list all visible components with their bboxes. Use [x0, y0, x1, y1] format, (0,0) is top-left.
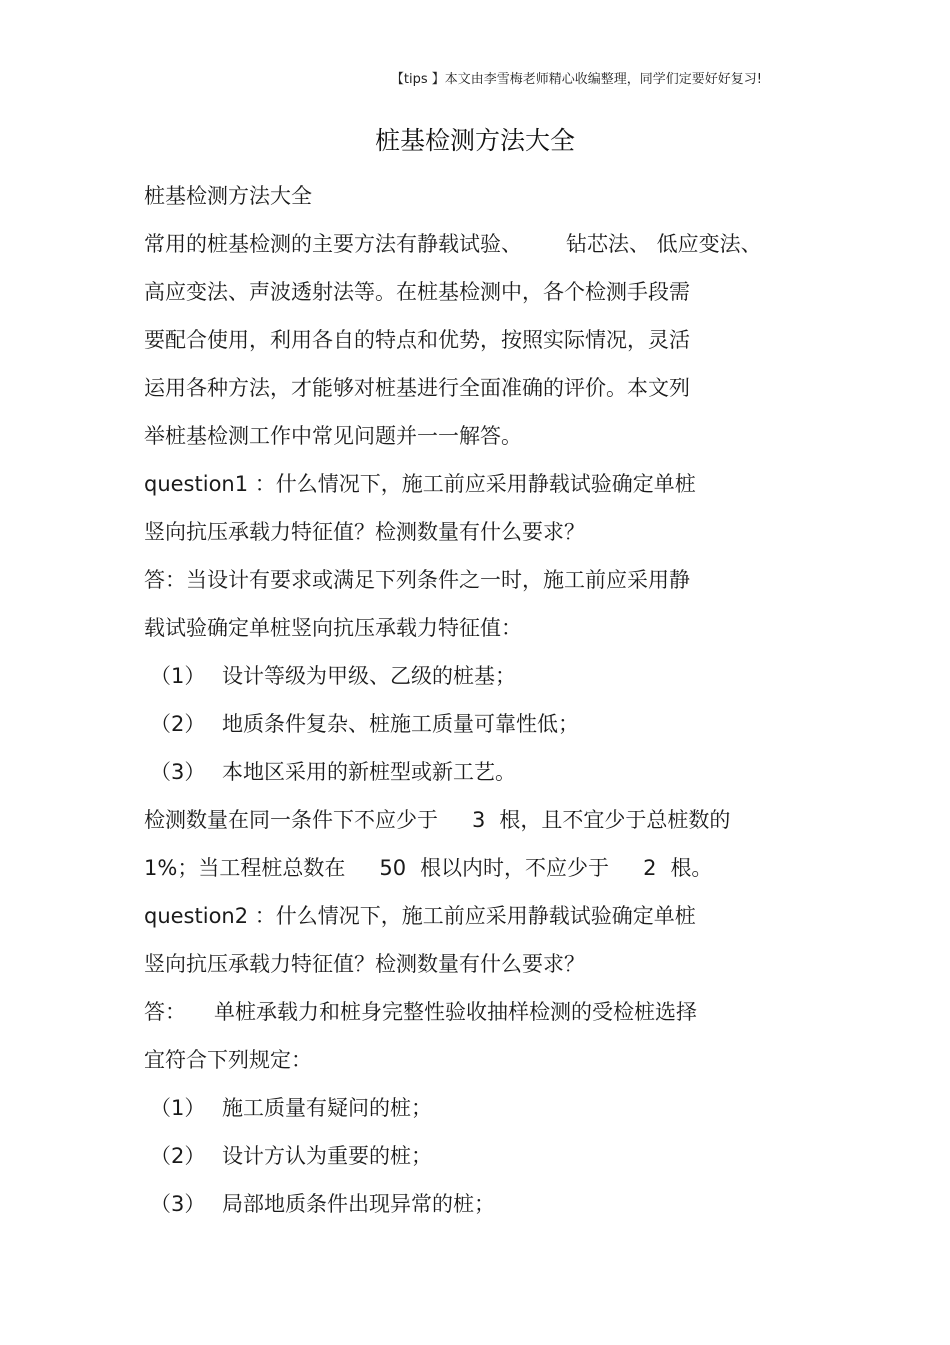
intro-line: 要配合使用，利用各自的特点和优势，按照实际情况，灵活	[144, 328, 690, 352]
item-text: 施工质量有疑问的桩；	[222, 1096, 432, 1120]
item-number: （2）	[150, 1144, 206, 1168]
answer-text: 单桩承载力和桩身完整性验收抽样检测的受检桩选择	[214, 1000, 697, 1024]
item-text: 设计等级为甲级、乙级的桩基；	[222, 664, 516, 688]
subtitle: 桩基检测方法大全	[144, 184, 312, 208]
item-text: 设计方认为重要的桩；	[222, 1144, 432, 1168]
question2-line: question2 ：什么情况下，施工前应采用静载试验确定单桩	[144, 904, 696, 928]
list-item	[144, 1138, 824, 1186]
count-line	[144, 802, 824, 850]
answer1-line: 答：当设计有要求或满足下列条件之一时，施工前应采用静	[144, 568, 690, 592]
item-text: 本地区采用的新桩型或新工艺。	[222, 760, 516, 784]
item-text: 地质条件复杂、桩施工质量可靠性低；	[222, 712, 579, 736]
item-number: （3）	[150, 1192, 206, 1216]
list-item	[144, 706, 824, 754]
list-item	[144, 658, 824, 706]
item-number: （3）	[150, 760, 206, 784]
list-item	[144, 1186, 824, 1234]
count-line	[144, 850, 824, 898]
document-body	[144, 178, 824, 1234]
question2-line: 竖向抗压承载力特征值？检测数量有什么要求？	[144, 952, 585, 976]
header-note: 【tips 】本文由李雪梅老师精心收编整理，同学们定要好好复习!	[390, 72, 762, 87]
count-text: 根，且不宜少于总桩数的	[499, 808, 731, 832]
item-number: （1）	[150, 664, 206, 688]
intro-text: 常用的桩基检测的主要方法有静载试验、	[144, 232, 522, 256]
answer1-line: 载试验确定单桩竖向抗压承载力特征值：	[144, 616, 522, 640]
answer2-line: 宜符合下列规定：	[144, 1048, 312, 1072]
count-text: 根以内时，不应少于	[420, 856, 610, 880]
answer2-line	[144, 994, 824, 1042]
intro-line: 举桩基检测工作中常见问题并一一解答。	[144, 424, 522, 448]
list-item	[144, 1090, 824, 1138]
intro-line: 运用各种方法，才能够对桩基进行全面准确的评价。本文列	[144, 376, 690, 400]
count-text: 检测数量在同一条件下不应少于	[144, 808, 438, 832]
item-number: （1）	[150, 1096, 206, 1120]
item-text: 局部地质条件出现异常的桩；	[222, 1192, 495, 1216]
count-text: 1%；当工程桩总数在	[144, 856, 346, 880]
question1-line: 竖向抗压承载力特征值？检测数量有什么要求？	[144, 520, 585, 544]
document-title: 桩基检测方法大全	[374, 126, 575, 155]
item-number: （2）	[150, 712, 206, 736]
answer-prefix: 答：	[144, 1000, 186, 1024]
count-number: 2	[643, 856, 657, 880]
question1-line: question1 ：什么情况下，施工前应采用静载试验确定单桩	[144, 472, 696, 496]
intro-text: 钻芯法、 低应变法、	[566, 232, 762, 256]
count-text: 根。	[670, 856, 713, 880]
count-number: 50	[379, 856, 407, 880]
intro-line: 高应变法、声波透射法等。在桩基检测中，各个检测手段需	[144, 280, 690, 304]
intro-line	[144, 226, 824, 274]
list-item	[144, 754, 824, 802]
count-number: 3	[472, 808, 486, 832]
